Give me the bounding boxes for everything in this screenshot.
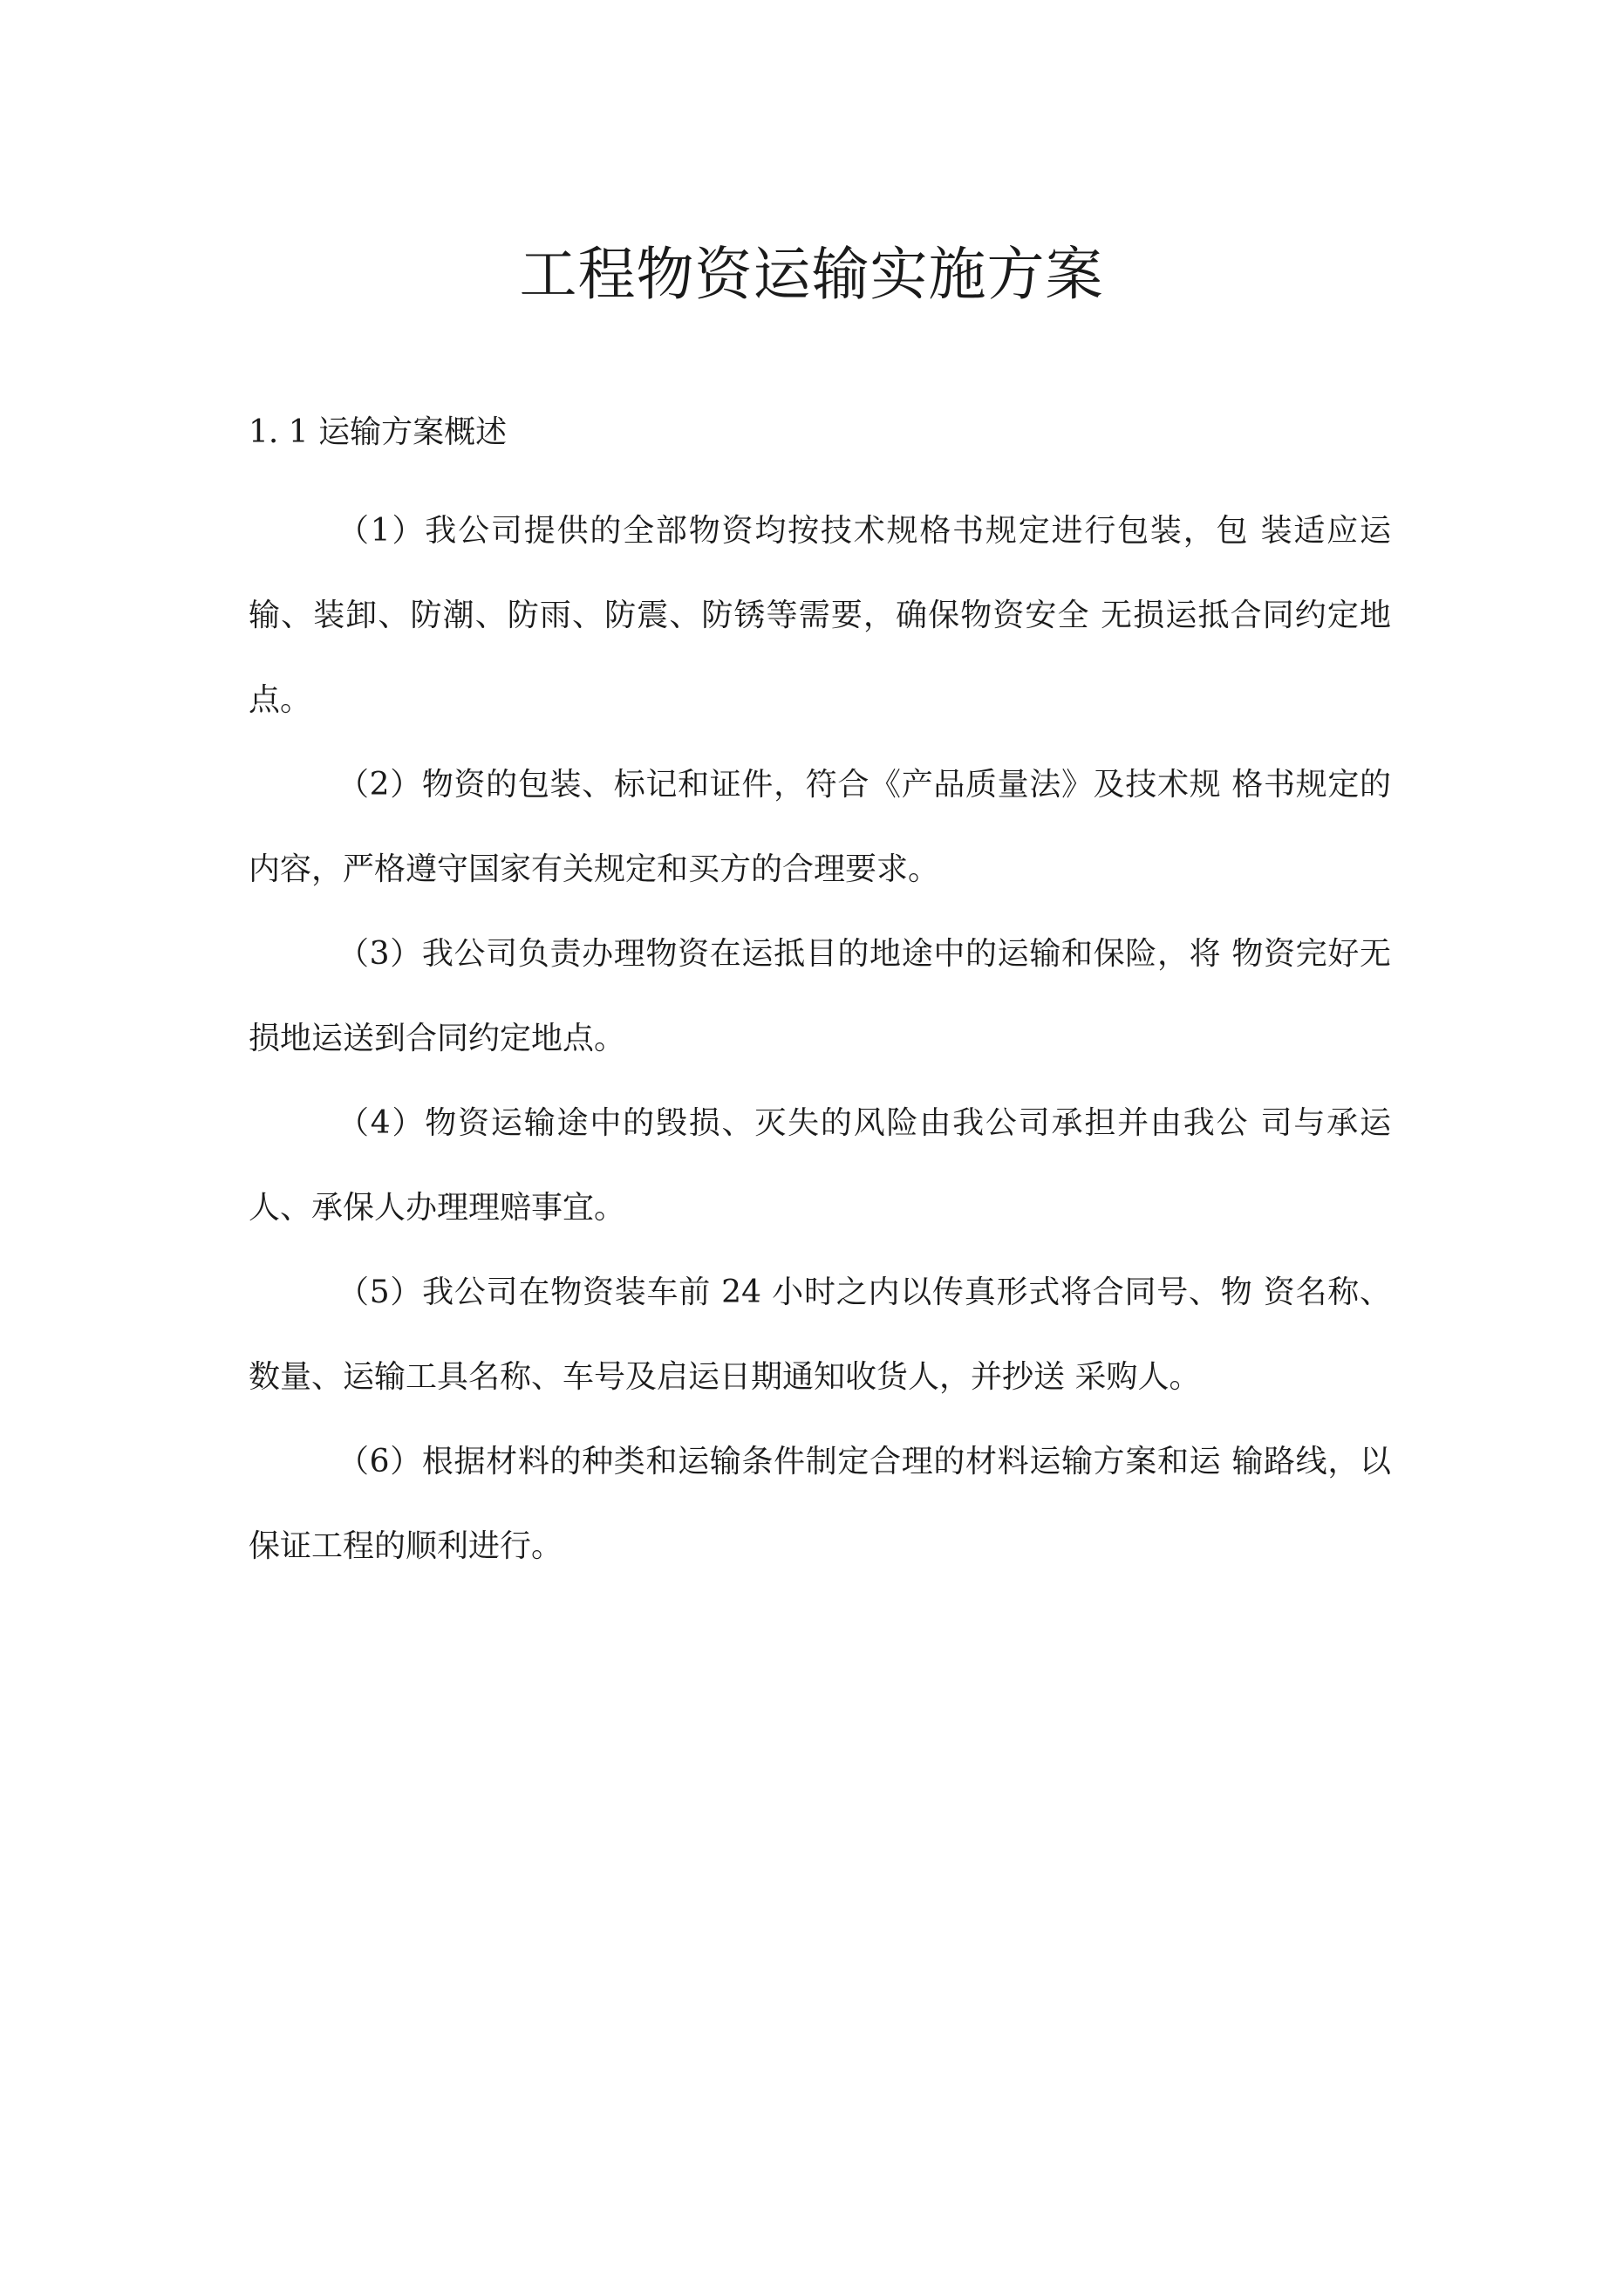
paragraph-2: （2）物资的包装、标记和证件，符合《产品质量法》及技术规 格书规定的内容，严格遵守国家有关规定和买方的合理要求。 xyxy=(249,767,1391,887)
section-heading: 1. 1 运输方案概述 xyxy=(249,414,508,450)
section-body xyxy=(249,489,1391,1589)
paragraph-4: （4）物资运输途中的毁损、灭失的风险由我公司承担并由我公 司与承运人、承保人办理理赔事宜。 xyxy=(249,1105,1391,1226)
paragraph-3: （3）我公司负责办理物资在运抵目的地途中的运输和保险，将 物资完好无损地运送到合同约定地点。 xyxy=(249,936,1391,1056)
paragraph-5: （5）我公司在物资装车前 24 小时之内以传真形式将合同号、物 资名称、数量、运输工具名称、车号及启运日期通知收货人，并抄送 采购人。 xyxy=(249,1274,1391,1395)
document-title: 工程物资运输实施方案 xyxy=(519,241,1104,308)
paragraph-6: （6）根据材料的种类和运输条件制定合理的材料运输方案和运 输路线，以保证工程的顺利进行。 xyxy=(249,1444,1391,1564)
paragraph-1: （1）我公司提供的全部物资均按技术规格书规定进行包装，包 装适应运输、装卸、防潮、防雨、防震、防锈等需要，确保物资安全 无损运抵合同约定地点。 xyxy=(249,513,1391,718)
